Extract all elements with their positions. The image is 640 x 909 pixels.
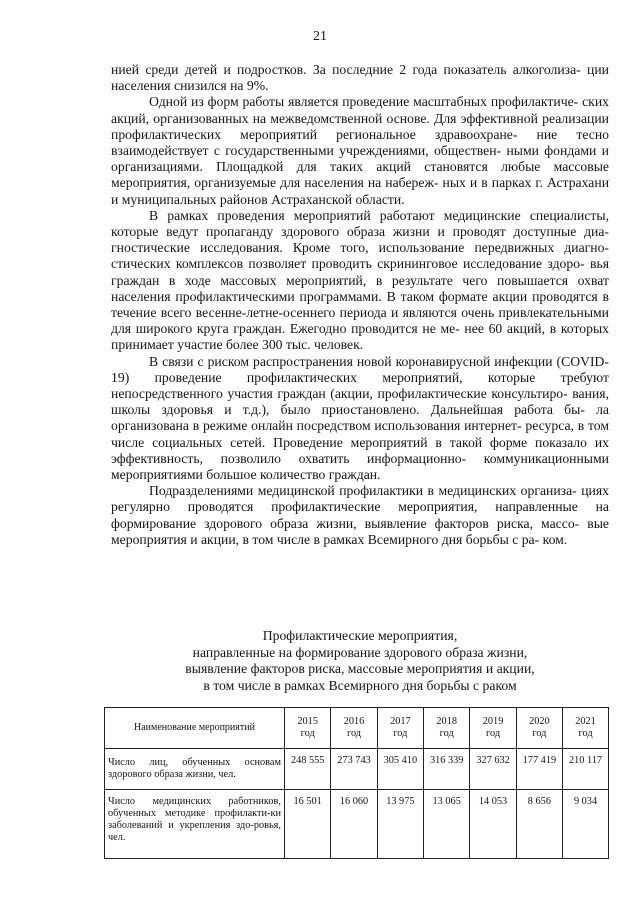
table-cell: 210 117: [563, 749, 609, 790]
table-title-line: выявление факторов риска, массовые мероприятия и акции,: [185, 661, 535, 676]
table-cell: 16 501: [285, 790, 331, 859]
data-table: [104, 707, 609, 859]
paragraph-line: В связи с риском распространения новой коронавирусной инфекции: [149, 353, 553, 369]
paragraph-line: ком.: [542, 531, 568, 547]
paragraph-line: (COVID-19) проведение профилактических мероприятий, которые требуют: [111, 353, 609, 385]
column-header-year: [563, 708, 609, 749]
paragraph-line: нией среди детей и подростков. За последние 2 года показатель алкоголиза-: [111, 62, 581, 77]
column-header-year: [516, 708, 562, 749]
paragraph-line: охват населения профилактическими программами. В таком формате акции: [111, 272, 609, 304]
paragraph-line: коммуникационными мероприятиями большое количество граждан.: [111, 450, 609, 483]
paragraph-line: реализации профилактических мероприятий региональное здравоохране-: [111, 110, 610, 142]
paragraph-line: ских акций, организованных на межведомственной основе. Для эффективной: [111, 94, 610, 126]
paragraph-line: гностические исследования. Кроме того, использование передвижных диагно-: [111, 240, 609, 256]
paragraph-line: ными фондами и организациями. Площадкой для таких акций становятся: [111, 143, 610, 175]
year-unit: год: [393, 728, 408, 739]
paragraph-line: вые мероприятия и акции, в том числе в рамках Всемирного дня борьбы с ра-: [111, 515, 609, 547]
year-label: 2021: [575, 716, 596, 727]
table-cell: 8 656: [516, 790, 562, 859]
paragraph-line: В рамках проведения мероприятий работают медицинские специалисты,: [149, 207, 609, 223]
table-cell: 16 060: [331, 790, 377, 859]
year-unit: год: [439, 728, 454, 739]
column-header-name: Наименование мероприятий: [105, 708, 285, 749]
paragraph-line: непосредственного участия граждан (акции, профилактические консультиро-: [111, 386, 568, 402]
table-cell: 13 065: [424, 790, 470, 859]
paragraph-line: Подразделениями медицинской профилактики в медицинских организа-: [149, 483, 577, 499]
table-cell: 177 419: [516, 749, 562, 790]
paragraph-line: ресурса, в том числе социальных сетей. Проведение мероприятий в такой: [111, 418, 610, 450]
paragraph-line: на формирование здорового образа жизни, выявление факторов риска, массо-: [111, 499, 609, 531]
table-header-row: [105, 708, 609, 749]
paragraph-line: вья граждан в ходе массовых мероприятий, в результате чего повышается: [111, 256, 609, 288]
paragraph-3: [111, 208, 609, 354]
year-unit: год: [578, 728, 593, 739]
paragraph-line: ции населения снизился на 9%.: [111, 62, 610, 94]
paragraph-line: форме показало их эффективность, позволило охватить информационно-: [111, 434, 610, 466]
paragraph-line: вания, школы здоровья и т.д.), было приостановлено. Дальнейшая работа бы-: [111, 386, 609, 418]
table-title: [111, 628, 609, 694]
row-name: Число лиц, обученных основам здорового образа жизни, чел.: [105, 749, 285, 790]
paragraph-line: стических комплексов позволяет проводить скрининговое исследование здоро-: [111, 256, 585, 272]
year-unit: год: [300, 728, 315, 739]
table-cell: 316 339: [424, 749, 470, 790]
paragraph-line: нее 60 акций, в которых принимает участие более 300 тыс. человек.: [111, 321, 609, 353]
table-title-line: направленные на формирование здорового образа жизни,: [192, 644, 528, 660]
table-cell: 9 034: [563, 790, 609, 859]
paragraph-line: ние тесно взаимодействует с государственными учреждениями, обществен-: [111, 126, 609, 159]
year-label: 2017: [390, 716, 411, 727]
paragraph-line: проводятся в течение всего весенне-летне-осеннего периода и являются очень: [111, 288, 610, 321]
table-row: [105, 790, 609, 859]
table-cell: 14 053: [470, 790, 516, 859]
paragraph-1: [111, 62, 609, 94]
table-cell: 273 743: [331, 749, 377, 790]
table-row: [105, 749, 609, 790]
table-title-line: в том числе в рамках Всемирного дня борьбы с раком: [203, 677, 517, 693]
paragraph-line: ных и в парках г. Астрахани и муниципальных районов Астраханской области.: [111, 175, 610, 207]
year-unit: год: [532, 728, 547, 739]
column-header-year: [470, 708, 516, 749]
column-header-year: [331, 708, 377, 749]
year-label: 2015: [297, 716, 318, 727]
table-cell: 248 555: [285, 749, 331, 790]
table-title-line: Профилактические мероприятия,: [262, 628, 458, 643]
paragraph-line: Одной из форм работы является проведение масштабных профилактиче-: [149, 94, 579, 110]
column-header-year: [377, 708, 423, 749]
paragraph-4: [111, 354, 609, 484]
year-label: 2020: [529, 716, 550, 727]
paragraph-line: любые массовые мероприятия, организуемые для населения на набереж-: [111, 159, 609, 191]
paragraph-2: [111, 94, 609, 207]
year-unit: год: [346, 728, 362, 739]
column-header-year: [285, 708, 331, 749]
table-cell: 305 410: [377, 749, 423, 790]
paragraph-line: ла организована в режиме онлайн посредством использования интернет-: [111, 402, 609, 434]
paragraph-5: [111, 483, 609, 548]
page-number: 21: [313, 29, 327, 44]
column-header-year: [424, 708, 470, 749]
table-cell: 13 975: [377, 790, 423, 859]
paragraph-line: циях регулярно проводятся профилактические мероприятия, направленные: [111, 483, 609, 515]
paragraph-line: которые ведут пропаганду здорового образа жизни и проводят доступные диа-: [111, 224, 609, 240]
year-label: 2016: [343, 716, 365, 727]
paragraph-line: привлекательными для широкого круга граждан. Ежегодно проводится не ме-: [111, 305, 609, 337]
year-unit: год: [486, 728, 501, 739]
year-label: 2018: [436, 716, 457, 727]
table-cell: 327 632: [470, 749, 516, 790]
year-label: 2019: [482, 716, 504, 727]
body-text: [111, 62, 609, 548]
row-name: Число медицинских работников, обученных методике профилакти-ки заболеваний и укрепления здо-ровья, чел.: [105, 790, 285, 859]
